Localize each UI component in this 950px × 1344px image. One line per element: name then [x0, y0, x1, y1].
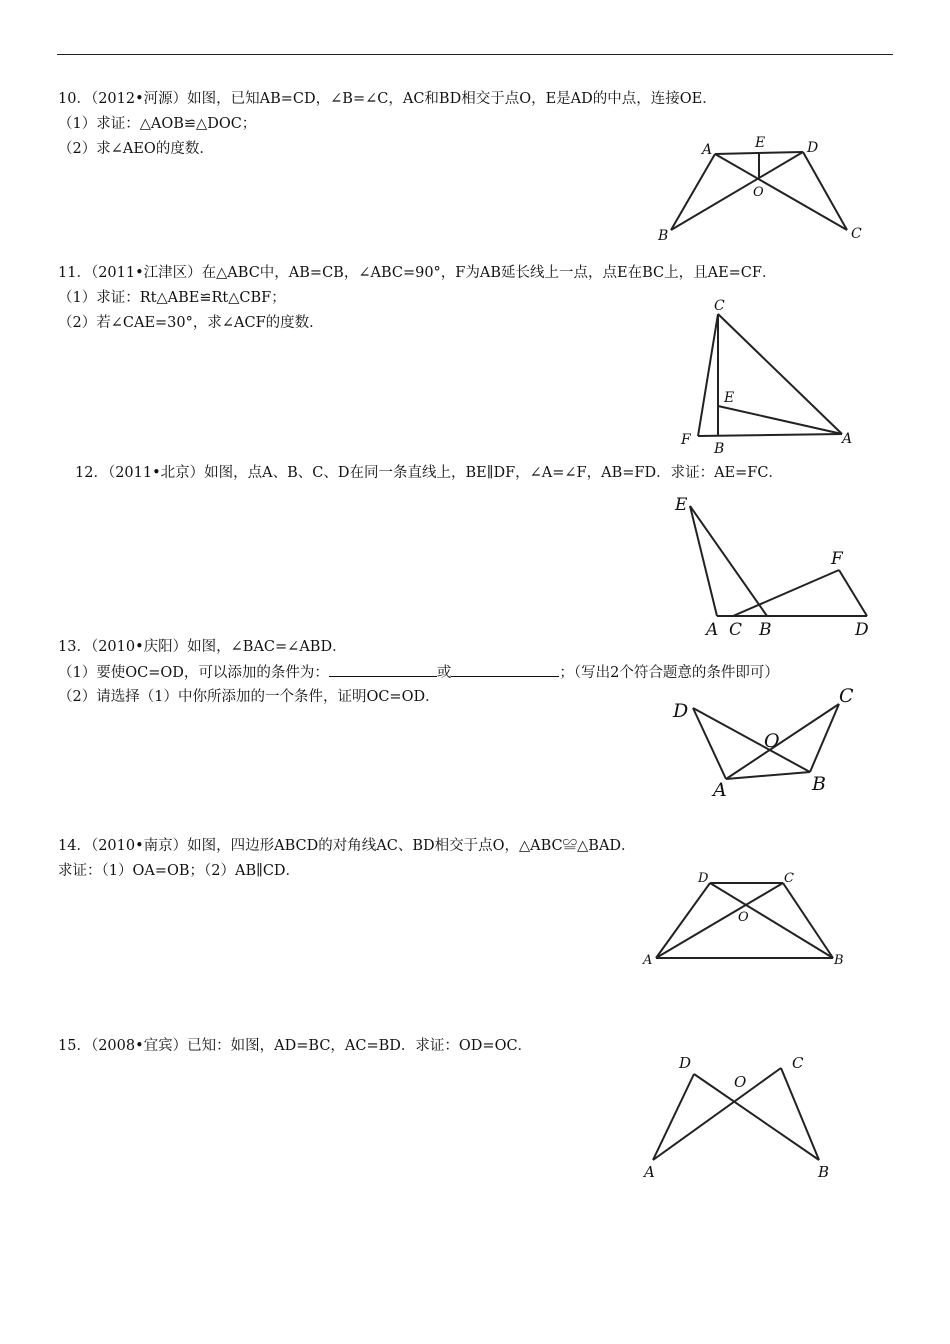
label-o: O	[764, 730, 780, 752]
segment-cb	[783, 883, 833, 958]
problem-13-part1-start: （1）要使OC=OD，可以添加的条件为：	[58, 665, 329, 681]
segment-bd	[710, 883, 833, 958]
segment-fd	[839, 570, 867, 616]
segment-ea	[690, 506, 717, 616]
problem-13-part1-or: 或	[436, 665, 452, 681]
label-b: B	[812, 773, 826, 795]
segment-da	[693, 708, 726, 779]
segment-ad	[656, 883, 710, 958]
segment-cf	[733, 570, 839, 616]
problem-10-title: 10．（2012•河源）如图，已知AB=CD，∠B=∠C，AC和BD相交于点O，E是AD的中点，连接OE．	[58, 91, 717, 107]
segment-eb	[690, 506, 767, 616]
label-f: F	[681, 432, 691, 448]
problem-14-title: 14．（2010•南京）如图，四边形ABCD的对角线AC、BD相交于点O，△ABC≌△BAD．	[58, 838, 636, 854]
label-c: C	[851, 226, 862, 242]
problem-13-title: 13．（2010•庆阳）如图，∠BAC=∠ABD．	[58, 639, 347, 655]
problem-10-part2: （2）求∠AEO的度数．	[58, 141, 214, 157]
problem-14-figure	[638, 866, 853, 971]
problem-12-figure	[665, 488, 885, 643]
segment-ab	[726, 772, 810, 779]
label-a: A	[702, 142, 713, 158]
problem-11-part1: （1）求证：Rt△ABE≌Rt△CBF；	[58, 290, 286, 306]
problem-11-title: 11．（2011•江津区）在△ABC中，AB=CB，∠ABC=90°，F为AB延长线上一点，点E在BC上，且AE=CF．	[58, 265, 777, 281]
label-d: D	[807, 140, 819, 156]
label-c: C	[839, 685, 854, 707]
segment-ac	[656, 883, 783, 958]
label-o: O	[753, 185, 764, 200]
problem-15-title: 15．（2008•宜宾）已知：如图，AD=BC，AC=BD．求证：OD=OC．	[58, 1038, 533, 1054]
label-d: D	[698, 871, 709, 886]
problem-12-title: 12．（2011•北京）如图，点A、B、C、D在同一条直线上，BE∥DF，∠A=∠F，AB=FD．求证：AE=FC．	[75, 465, 783, 481]
segment-ac	[653, 1068, 781, 1160]
segment-fa	[698, 434, 842, 436]
problem-11-part2: （2）若∠CAE=30°，求∠ACF的度数．	[58, 315, 324, 331]
label-c: C	[714, 298, 725, 314]
problem-13-part1-end: ；（写出2个符合题意的条件即可）	[559, 665, 779, 681]
label-a: A	[643, 953, 653, 968]
label-d: D	[673, 700, 689, 722]
label-b: B	[658, 228, 669, 244]
label-d: D	[679, 1054, 692, 1072]
label-c: C	[784, 871, 794, 886]
label-c: C	[729, 620, 743, 640]
problem-10-part1: （1）求证：△AOB≌△DOC；	[58, 116, 257, 132]
label-a: A	[706, 620, 719, 640]
problem-15-figure	[635, 1048, 835, 1188]
problem-14-question: 求证：（1）OA=OB；（2）AB∥CD．	[58, 863, 301, 879]
label-b: B	[759, 620, 772, 640]
label-a: A	[842, 431, 853, 447]
segment-ca	[718, 314, 842, 434]
label-d: D	[855, 620, 869, 640]
label-c: C	[792, 1054, 804, 1072]
segment-bd	[671, 152, 803, 230]
label-o: O	[734, 1073, 747, 1091]
label-e: E	[755, 135, 766, 151]
problem-13-figure	[665, 682, 865, 802]
segment-ea	[718, 406, 842, 434]
label-e: E	[675, 495, 688, 515]
label-b: B	[714, 441, 725, 455]
answer-blank-2[interactable]	[451, 662, 559, 677]
problem-10-figure	[645, 130, 870, 248]
label-b: B	[818, 1163, 830, 1181]
answer-blank-1[interactable]	[329, 662, 437, 677]
label-e: E	[724, 390, 735, 406]
label-f: F	[831, 549, 843, 569]
problem-13-part1	[58, 662, 779, 683]
segment-cf	[698, 314, 718, 436]
label-b: B	[834, 953, 844, 968]
segment-ab	[671, 154, 715, 230]
label-a: A	[644, 1163, 655, 1181]
problem-13-part2: （2）请选择（1）中你所添加的一个条件，证明OC=OD．	[58, 689, 440, 705]
label-a: A	[713, 779, 727, 801]
segment-ad	[653, 1074, 694, 1160]
problem-11-figure	[670, 290, 870, 455]
label-o: O	[738, 910, 749, 925]
top-rule	[57, 54, 893, 55]
